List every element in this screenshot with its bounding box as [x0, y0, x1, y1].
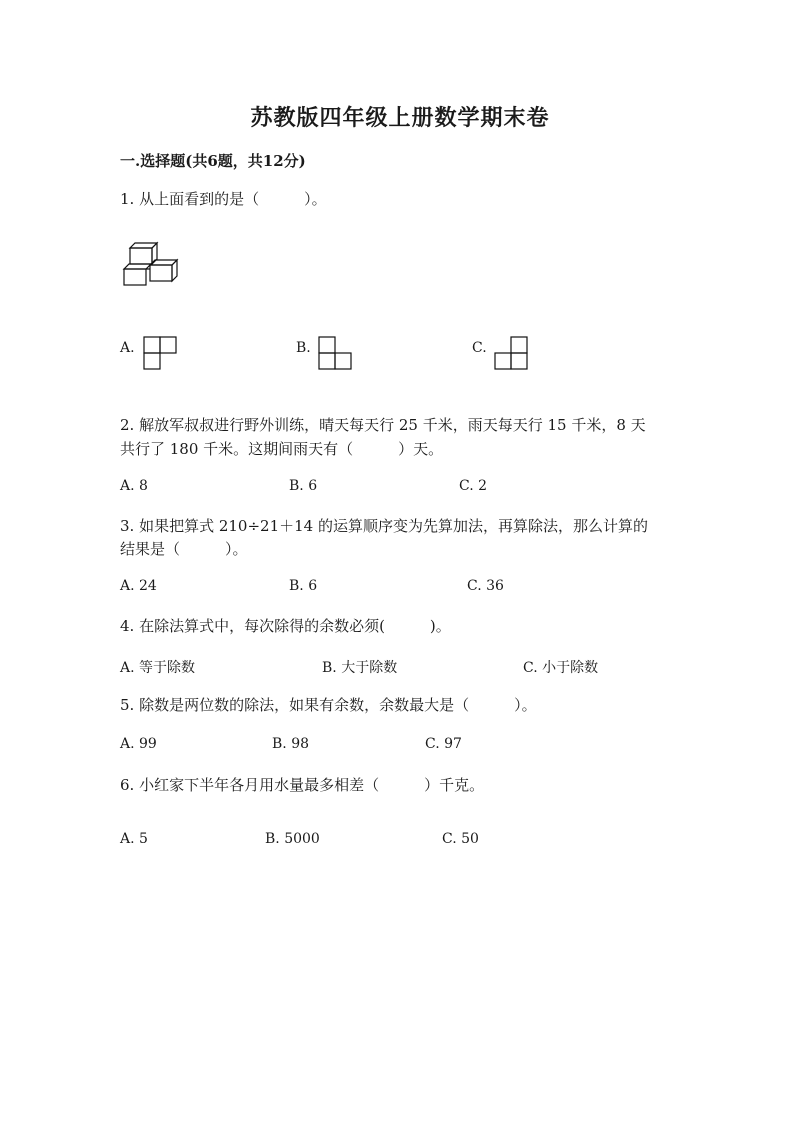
- question-6-option-b[interactable]: B. 5000: [265, 831, 320, 847]
- question-4-text: 4. 在除法算式中，每次除得的余数必须( )。: [120, 617, 451, 635]
- question-4-option-a[interactable]: A. 等于除数: [120, 660, 196, 676]
- question-5-text: 5. 除数是两位数的除法，如果有余数，余数最大是（ ）。: [120, 696, 537, 714]
- question-4-option-b[interactable]: B. 大于除数: [322, 660, 398, 676]
- question-6-option-c[interactable]: C. 50: [442, 831, 479, 847]
- question-2-text-line2: 共行了 180 千米。这期间雨天有（ ）天。: [120, 440, 444, 458]
- question-1-option-c[interactable]: C.: [472, 340, 487, 356]
- question-1-option-b[interactable]: B.: [296, 340, 311, 356]
- section-heading: 一.选择题(共6题，共12分): [120, 152, 306, 170]
- question-5-option-b[interactable]: B. 98: [272, 736, 310, 752]
- question-3-option-c[interactable]: C. 36: [467, 578, 504, 594]
- question-6-text: 6. 小红家下半年各月用水量最多相差（ ）千克。: [120, 776, 485, 794]
- question-4-option-c[interactable]: C. 小于除数: [523, 660, 599, 676]
- question-5-option-a[interactable]: A. 99: [120, 736, 157, 752]
- question-3-text-line1: 3. 如果把算式 210÷21＋14 的运算顺序变为先算加法，再算除法，那么计算的: [120, 517, 648, 535]
- question-2-option-b[interactable]: B. 6: [289, 478, 318, 494]
- top-view-shape-a: [143, 336, 177, 370]
- question-2-option-c[interactable]: C. 2: [459, 478, 488, 494]
- page-title: 苏教版四年级上册数学期末卷: [250, 105, 550, 131]
- question-1-option-a[interactable]: A.: [120, 340, 135, 356]
- question-3-text-line2: 结果是（ ）。: [120, 540, 248, 558]
- top-view-shape-c: [494, 336, 528, 370]
- top-view-shape-b: [318, 336, 352, 370]
- question-6-option-a[interactable]: A. 5: [120, 831, 148, 847]
- cube-stack-figure: [120, 240, 182, 288]
- question-2-text-line1: 2. 解放军叔叔进行野外训练，晴天每天行 25 千米，雨天每天行 15 千米，8 天: [120, 416, 646, 434]
- question-2-option-a[interactable]: A. 8: [120, 478, 148, 494]
- question-1-text: 1. 从上面看到的是（ ）。: [120, 190, 327, 208]
- question-3-option-b[interactable]: B. 6: [289, 578, 318, 594]
- question-3-option-a[interactable]: A. 24: [120, 578, 157, 594]
- question-5-option-c[interactable]: C. 97: [425, 736, 462, 752]
